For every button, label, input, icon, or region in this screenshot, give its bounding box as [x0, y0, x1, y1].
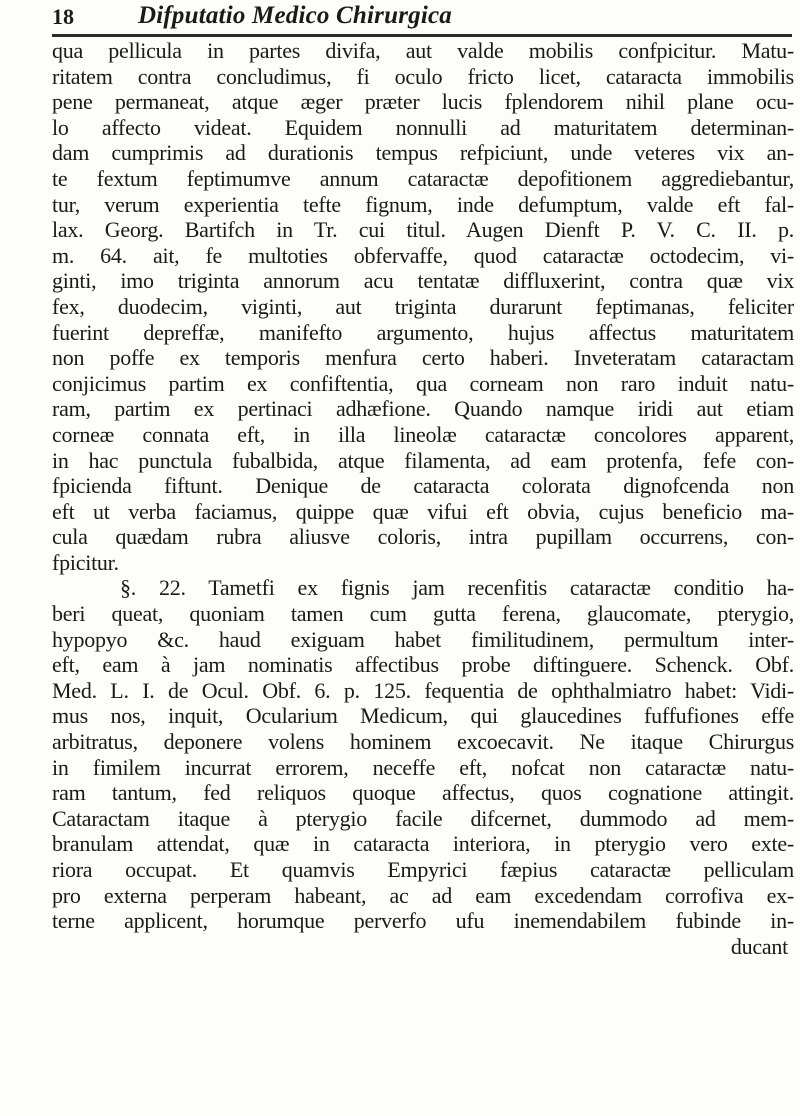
text-line: fex, duodecim, viginti, aut triginta durarunt feptimanas, feliciter	[52, 293, 794, 319]
text-line: cula quædam rubra aliusve coloris, intra pupillam occurrens, con-	[52, 524, 794, 550]
text-line: in fimilem incurrat errorem, neceffe eft, nofcat non cataractæ natu-	[52, 754, 794, 780]
text-line: Cataractam itaque à pterygio facile difcernet, dummodo ad mem-	[52, 805, 794, 831]
text-line: conjicimus partim ex confiftentia, qua corneam non raro induit natu-	[52, 370, 794, 396]
text-line: branulam attendat, quæ in cataracta interiora, in pterygio vero exte-	[52, 831, 794, 857]
text-line: corneæ connata eft, in illa lineolæ cataractæ concolores apparent,	[52, 421, 794, 447]
text-line: te fextum feptimumve annum cataractæ depofitionem aggrediebantur,	[52, 165, 794, 191]
text-line: eft, eam à jam nominatis affectibus probe diftinguere. Schenck. Obf.	[52, 652, 794, 678]
text-line: mus nos, inquit, Ocularium Medicum, qui glaucedines fuffufiones effe	[52, 703, 794, 729]
text-line: Med. L. I. de Ocul. Obf. 6. p. 125. fequentia de ophthalmiatro habet: Vidi-	[52, 677, 794, 703]
text-line: ginti, imo triginta annorum acu tentatæ diffluxerint, contra quæ vix	[52, 268, 794, 294]
text-line: fuerint depreffæ, manifefto argumento, hujus affectus maturitatem	[52, 319, 794, 345]
text-line: lo affecto videat. Equidem nonnulli ad maturitatem determinan-	[52, 114, 794, 140]
page-number: 18	[52, 4, 74, 29]
paragraph-start-line: §. 22. Tametfi ex fignis jam recenfitis cataractæ conditio ha-	[120, 575, 794, 601]
text-line: lax. Georg. Bartifch in Tr. cui titul. Augen Dienft P. V. C. II. p.	[52, 217, 794, 243]
text-line: fpicitur.	[52, 549, 119, 575]
running-title: Difputatio Medico Chirurgica	[138, 2, 452, 29]
text-line: hypopyo &c. haud exiguam habet fimilitudinem, permultum inter-	[52, 626, 794, 652]
text-line: terne applicent, horumque perverfo ufu inemendabilem fubinde in-	[52, 908, 794, 934]
text-line: m. 64. ait, fe multoties obfervaffe, quod cataractæ octodecim, vi-	[52, 242, 794, 268]
text-line: in hac punctula fubalbida, atque filamenta, ad eam protenfa, fefe con-	[52, 447, 794, 473]
text-line: fpicienda fiftunt. Denique de cataracta colorata dignofcenda non	[52, 473, 794, 499]
text-line: non poffe ex temporis menfura certo haberi. Inveteratam cataractam	[52, 345, 794, 371]
text-line: tur, verum experientia tefte fignum, inde defumptum, valde eft fal-	[52, 191, 794, 217]
header-rule	[52, 34, 792, 37]
text-line: pro externa perperam habeant, ac ad eam excedendam corrofiva ex-	[52, 882, 794, 908]
catchword: ducant	[730, 933, 788, 959]
text-line: qua pellicula in partes divifa, aut valde mobilis confpicitur. Matu-	[52, 38, 794, 63]
text-line: ram, partim ex pertinaci adhæfione. Quando namque iridi aut etiam	[52, 396, 794, 422]
text-line: arbitratus, deponere volens hominem excoecavit. Ne itaque Chirurgus	[52, 729, 794, 755]
text-line: ritatem contra concludimus, fi oculo fricto licet, cataracta immobilis	[52, 63, 794, 89]
body-text	[52, 38, 794, 959]
text-line: pene permaneat, atque æger præter lucis fplendorem nihil plane ocu-	[52, 89, 794, 115]
text-line: beri queat, quoniam tamen cum gutta ferena, glaucomate, pterygio,	[52, 601, 794, 627]
text-line: ram tantum, fed reliquos quoque affectus, quos cognatione attingit.	[52, 780, 794, 806]
page-header	[52, 2, 792, 32]
text-line: dam cumprimis ad durationis tempus refpiciunt, unde veteres vix an-	[52, 140, 794, 166]
text-line: eft ut verba faciamus, quippe quæ vifui eft obvia, cujus beneficio ma-	[52, 498, 794, 524]
text-line: riora occupat. Et quamvis Empyrici fæpius cataractæ pelliculam	[52, 857, 794, 882]
